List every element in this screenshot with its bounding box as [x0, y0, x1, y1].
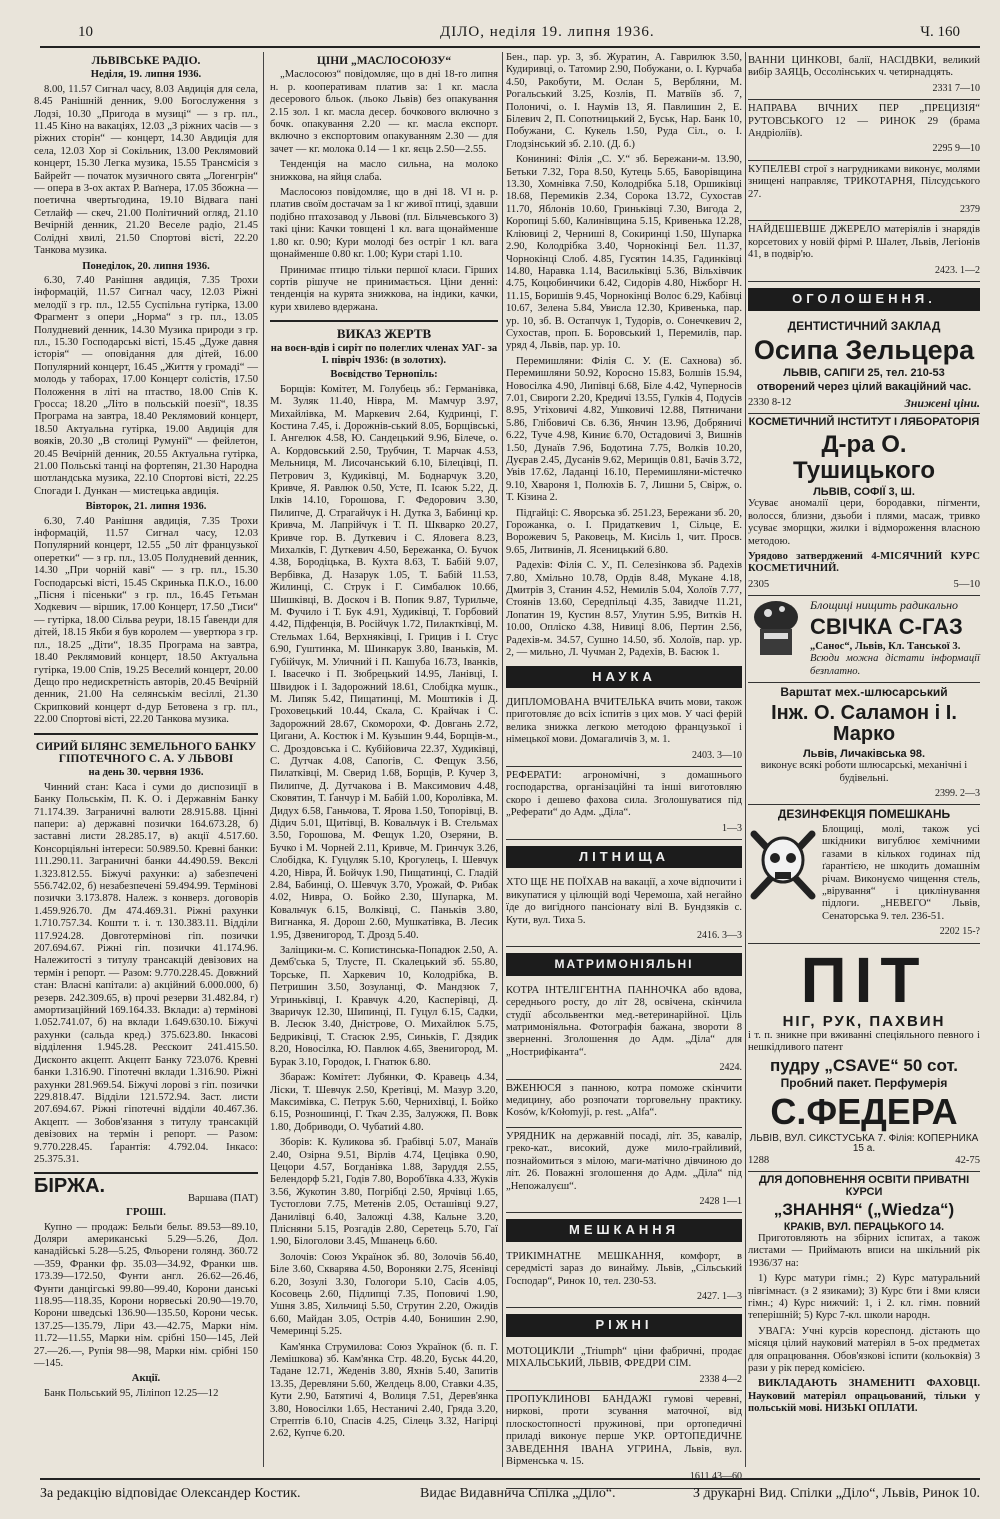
ad-text: Блощиці, молі, також усі шкідники вигублює хемічними газами в кількох годинах під ґарантією, не шкодить домашнім річам. Виконуємо чищення стель, „вірування“ і циклінування підлоги. „НЕВЕГО“ Львів, Сенаторська 9. тел. 236-51. — [822, 823, 980, 922]
svichka-ad — [748, 596, 980, 683]
ad-title: ПІТ — [800, 943, 928, 1016]
section-bar-misc: РІЖНІ — [506, 1314, 742, 1336]
ad-heading: КОСМЕТИЧНИЙ ІНСТИТУТ І ЛЯБОРАТОРІЯ — [748, 415, 980, 428]
ad-title: Д-ра О. Тушицького — [792, 431, 936, 484]
page-footer — [40, 1478, 980, 1501]
ad-code: 2305 — [748, 578, 770, 590]
shares-subheading: Акції. — [131, 1373, 161, 1385]
ad-code: 2403. 3—10 — [692, 749, 742, 761]
exchange-heading: БІРЖА. — [34, 1175, 106, 1198]
ad-title: СВІЧКА С-ГАЗ — [810, 613, 963, 639]
ad-address: Львів, Личаківська 98. — [802, 747, 926, 760]
classified-ad — [506, 767, 742, 840]
page-number: 10 — [78, 24, 93, 40]
victims-list: Заліщики-м. С. Копистинська-Попадюк 2.50, А. Демб'ська 5, Тлусте, П. Скалецький зб. 55.80, Торське, П. Харкевич 10, Колодрібка, В. Петришин 3.50, Зозуланці, Ф. Мандзюк 7, Угриньківці, І. Кравчук 4.20, Касперівці, Д. Зваричук 12.30, Шипинці, П. Гуцул 6.15, Садки, В. Лесюк 3.40, Дністрове, О. Михайлюк 5.75, Бедриківці, Т. Стасюк 2.95, Синьків, Г. Дзядик 8.20, Новосілка, Ю. Павлюк 4.65, Звенигород, М. Бурак 3.10, Городок, І. Гнатюк 6.80. — [270, 945, 498, 1068]
prices-text: Маслосоюз повідомляє, що в дні 18. VI н. р. платив своїм достачам за 1 кг живої птиці, здавши подібно птахозавод у Львові (пл. Більчевського 3) такі ціни: Качки товщені 1 кл. вага щонайменше 1.80 кг. 0.90; Кури молоді без остріг 1 кл. вага щонайменше 0.80 кг. 1.00; Кури старі 1.10. — [270, 187, 498, 261]
ad-text: Усуває аномалії цери, бородавки, пігменти, волосся, близни, дзьоби і плями, масаж, тривко усуває зморщки, жилки і відмороження власною методою. — [748, 498, 980, 547]
column-victims-classifieds — [506, 52, 742, 1483]
ad-code: 2331 7—10 — [932, 82, 980, 94]
ad-code: 2295 9—10 — [932, 143, 980, 155]
ad-code: 1288 — [748, 1154, 770, 1166]
dentist-ad — [748, 317, 980, 414]
exchange-subheading: ГРОШІ. — [126, 1207, 166, 1219]
column-rule — [502, 52, 503, 1467]
bank-heading: СИРИЙ БІЛЯНС ЗЕМЕЛЬНОГО БАНКУ ГІПОТЕЧНОГО С. А. У ЛЬВОВІ — [35, 740, 257, 765]
ad-heading: НІГ, РУК, ПАХВИН — [782, 1012, 946, 1030]
ad-code: 2330 8-12 — [748, 396, 792, 408]
masthead — [40, 22, 980, 48]
ad-text: виконує всякі роботи шлюсарські, механічні і будівельні. — [760, 760, 968, 784]
victims-list: Збараж: Комітет: Лубянки, Ф. Кравець 4.34, Ліски, Т. Шевчук 2.50, Кретівці, М. Мазур 3.20, Максимівка, С. Петрук 5.60, Чернихівці, І. Бойко 6.15, Розношинці, Г. Ткач 2.35, Залужжя, П. Вовк 1.80, Добриводи, О. Чубатий 4.80. — [270, 1072, 498, 1133]
classified-ad — [748, 100, 980, 161]
ad-heading: ДЕЗИНФЕКЦІЯ ПОМЕШКАНЬ — [777, 807, 951, 822]
ad-text: КОТРА ІНТЕЛІГЕНТНА ПАННОЧКА або вдова, середнього росту, до літ 28, освічена, скінчила студії абсольвентки мед.-ветеринарійної. Ціль матримоніяльна. Фотографія бажана, звороти 8 зверненні. Зголошення до Адм. „Діла“ для „Нострифіканта“. — [506, 984, 742, 1058]
column-advertisements — [748, 52, 980, 1467]
ad-heading: Варштат мех.-шлюсарський — [780, 684, 948, 699]
ad-text: 1) Курс матури гімн.; 2) Курс матуральний півгімнаст. (з 2 язиками); 3) Курс 6ти і 8ми кляси гімн.; 4) Курс нижчий: 1, і 2. кл. гімн. повний теперішній; 5) Курс 7-кл. школи народн. — [748, 1273, 980, 1322]
shares-text: Банк Польський 95, Ліліпоп 12.25—12 — [44, 1387, 219, 1399]
ad-text: і т. п. зникне при вживанні спеціяльного певного і нешкідливого патент — [748, 1029, 980, 1053]
victims-list: Бен., пар. ур. 3, зб. Журатин, А. Гаврилюк 3.50, Кудиривці, о. Татомир 2.90, Побужани, о. І. Курчаба 4.50, Ракобути, М. Ослан 5, Вербляни, М. Рогальський 3.25, Козлів, П. Матвіїв зб. 7, Полоничі, о. І. Наумів 13, Я. Павлишин 2, Е. Білевич 2, П. Сопотницький 2, Буськ, Нар. Банк 10, Побужани, С. Кукель 1.50, Руда Сіл., о. І. Глодзінський зб. 2.10. (Д. б.) — [506, 52, 742, 150]
cosmetic-ad — [748, 414, 980, 596]
ad-address: КРАКІВ, ВУЛ. ПЕРАЦЬКОГО 14. — [783, 1220, 945, 1233]
classified-ad — [748, 52, 980, 100]
bank-date: на день 30. червня 1936. — [88, 767, 204, 779]
ad-text: КУПЕЛЕВІ строї з нагрудниками виконує, молями знищені направляє, ТРИКОТАРНЯ, Пілсудського 27. — [748, 163, 980, 200]
ad-address: ЛЬВІВ, СОФІЇ 3, Ш. — [813, 485, 915, 498]
ad-text: МОТОЦИКЛИ „Triumph“ ціни фабричні, продає МІХАЛЬСЬКИЙ, ЛЬВІВ, ФРЕДРИ СІМ. — [506, 1345, 742, 1370]
ad-code: 2423. 1—2 — [935, 264, 980, 276]
ad-text: ДИПЛОМОВАНА ВЧИТЕЛЬКА вчить мови, також приготовляє до всіх іспитів з цих мов. У часі ферій велика знижка легкою методою французької і німецької мови. Домагаличів 3, м. 1. — [506, 696, 742, 746]
ad-text: Урядово затверджений 4-МІСЯЧНИЙ КУРС КОСМЕТИЧНИЙ. — [748, 551, 980, 575]
ad-text: РЕФЕРАТИ: агрономічні, з домашнього господарства, організаційні та інші виготовляю скоро і дешево фахова сила. Зголошуватися під „Реферати“ до Адм. „Діла“. — [506, 769, 742, 819]
footer-printer: З друкарні Вид. Спілки „Діло“, Львів, Ринок 10. — [692, 1486, 980, 1501]
ad-text: ВЖЕНЮСЯ з панною, котра поможе скінчити медицину, або розпочати торговельну практику. Kosów, k/Kołomyji, p. rest. „Alfa“. — [506, 1082, 742, 1119]
classified-ad — [506, 1343, 742, 1391]
classified-ad — [748, 161, 980, 222]
classified-ad — [506, 1248, 742, 1309]
ad-title: „ЗНАННЯ“ („Wiedza“) — [773, 1200, 955, 1220]
radio-program: 8.00, 11.57 Сигнал часу, 8.03 Авдиція для села, 8.45 Ранішній денник, 9.00 Богослуження з Лодзі, 10.30 „Пригода в музиці“ — з гр. пл., 11.45 Кіно на вакаціях, 12.03 „З ріжних часів — з ріжних сторін“ — концерт, 14.30 Авдиція для села, 12.03 Хор зі Сокільник, 13.00 Реклямовий концерт, 15.30 Легка музика, 15.55 Трансмісія з Байрейт — початок музичного свята „Логенгрін“ — опера в 3-ох актах Р. Ваґнера, 17.05 Збожна — поетична чвертьгодина, 19.10 Відвага пані Сетлайф — скеч, 21.00 Політичний огляд, 21.10 Вечірній денник, 21.20 Веселе радіо, 21.45 Солідні хвилі, 21.50 Спортові вісті, 22.20 Танкова музика. — [34, 83, 258, 257]
candle-illustration-icon — [748, 599, 804, 661]
classified-ad — [506, 1128, 742, 1213]
znannia-ad — [748, 1172, 980, 1423]
section-bar-matrimonial: МАТРИМОНІЯЛЬНІ — [506, 953, 742, 975]
ad-text: ХТО ЩЕ НЕ ПОЇХАВ на вакації, а хоче відпочити і викупатися у цілющій воді Черемоша, хай негайно їде до вигідного пансіонату вілі В. Бундзяків с. Кути, вул. Тиха 5. — [506, 877, 742, 926]
exchange-rates: Купно — продаж: Бельґи бельг. 89.53—89.10, Доляри американські 5.29—5.26, Дол. канадійські 5.28—5.25, Фльорени голянд. 360.72—359, Франки фр. 35.03—34.92, Франки шв. 173.39—172.50, Фунти англ. 26.62—26.46, Фунти данцігські 99.80—99.40, Корони данські 118.95—118.35, Корони норвеські 20.90—19.70, Корони шведські 136.90—135.50, Корони чеськ. 137.25—135.79, Ліри 43.—42.75, Марки нім. 11.72—11.55, Марки нім. срібні 150—145, Лей 27.—26.—, Рупія 98—98, Марки нім. срібні 150—145. — [34, 1221, 258, 1370]
ad-code: 42-75 — [955, 1154, 980, 1166]
column-rule — [745, 52, 746, 1467]
skull-crossbones-icon — [748, 824, 818, 902]
ad-text: НАЙДЕШЕВШЕ ДЖЕРЕЛО матеріялів і знарядів корсетових у новій фірмі Р. Шалет, Львів, Легіонів 41, в подвір'ю. — [748, 224, 980, 261]
ad-code: 2379 — [960, 204, 980, 216]
ad-text: ПРОПУКЛИНОВІ БАНДАЖІ гумові черевні, ниркові, проти зсування маточної, від плоскостопності пружинові, при ортопедичні приладі виконує перше УКР. ОРТОПЕДИЧНЕ ЗАВЕДЕННЯ ІВАНА УГРИНА, Львів, вул. Вірменська ч. 15. — [506, 1393, 742, 1467]
ad-address: ЛЬВІВ, ВУЛ. СИКСТУСЬКА 7. Філія: КОПЕРНИКА 15 а. — [749, 1132, 979, 1155]
prices-text: Принимає птицю тільки першої класи. Гірших сортів рішуче не принимається. Ціни денні: тенденція на курята знижкова, на індики, качки, кури хвилево вдержана. — [270, 264, 498, 313]
ad-code: 2427. 1—3 — [697, 1290, 742, 1302]
ad-title: Осипа Зельцера — [753, 335, 975, 366]
ad-code: 2202 15-? — [939, 926, 980, 938]
section-bar-housing: МЕШКАННЯ — [506, 1219, 742, 1241]
victims-list: Зборів: К. Куликова зб. Грабівці 5.07, Манаїв 2.40, Озірна 9.51, Вірлів 4.74, Цецівка 0.90, Цецори 4.57, Богданівка 1.88, Заруддя 2.55, Белендорф 5.21, Годів 7.80, Вороб'ївка 4.33, Жуків 3.56, Жукотин 3.80, Погрібці 2.50, Ярчівці 1.65, Тустоглови 7.75, Метенів 2.05, Осташівці 9.27, Данилівці 6.40, Заложці 4.38, Кальне 3.20, Плісняни 5.15, Розгадів 2.80, Серетець 5.70, Гаї 1.90, Білоголови 3.45, Мшанець 6.60. — [270, 1137, 498, 1248]
victims-region: Воєвідство Тернопіль: — [330, 369, 438, 381]
prices-text: Тенденція на масло сильна, на молоко знижкова, на яйця слаба. — [270, 159, 498, 183]
ad-code: 2424. — [719, 1062, 742, 1074]
victims-subheading: на воєн-вдів і сиріт по полеглих членах УАГ- за І. півріч 1936: (в золотих). — [270, 342, 498, 366]
ad-text: Всюди можна дістати інформації безплатно. — [810, 653, 980, 677]
divider — [34, 1172, 258, 1174]
ad-text: отворений через цілий вакаційний час. — [756, 380, 972, 393]
ad-address: „Санос“, Львів, Кл. Танської 3. — [810, 640, 961, 652]
radio-day-heading: Вівторок, 21. липня 1936. — [85, 501, 207, 513]
classified-ad — [748, 221, 980, 282]
footer-publisher: Видає Видавнича Спілка „Діло“. — [420, 1486, 616, 1501]
section-bar-summer: ЛІТНИЩА — [506, 846, 742, 868]
ad-code: 2338 4—2 — [699, 1373, 742, 1385]
ad-code: 2428 1—1 — [699, 1195, 742, 1207]
classified-ad — [506, 1391, 742, 1489]
radio-program: 6.30, 7.40 Ранішня авдиція, 7.35 Трохи інформацій, 11.57 Сигнал часу, 12.03 Ріжні мелодії з гр. пл., 12.55 Суспільна гутірка, 13.00 Фрагмент з опери „Норма“ з гр. пл., 13.05 Полудневий денник, 14.30 Музика природи з гр. пл., 15.30 Господарські вісті, 15.45 „Дуже давня історія“ — оповідання для дітей, 16.00 Популярний концерт, 16.45 „Життя у громаді“ — молодь у таборах, 17.00 Концерт солістів, 17.50 Положення в літі на птаство, 18.00 Спів К. Гросса; 18.20 „Літо в польській поезії“, 18.35 Програма на завтра, 18.40 Реклямовий концерт, 18.50 Актуальна гутірка, 19.00 Авдиція для вояків, 20.30 „В столиці Румунії“ — фейлетон, 20.45 Вечірній денник, 20.55 Актуальна гутірка, 21.00 Польські танці на фортепян, 21.30 Народна шотландська музика, 22.10 Спортові вісті, 22.25 Спогади І. Дункан — мистецька авдиція. — [34, 274, 258, 497]
column-radio-bank-exchange — [34, 52, 258, 1467]
classified-ad — [506, 1080, 742, 1128]
ad-text: НАПРАВА ВІЧНИХ ПЕР „ПРЕЦИЗІЯ“ РУТОВСЬКОГО 12 — РИНОК 29 (брама Андріоліїв). — [748, 103, 980, 140]
bank-balance-text: Чинний стан: Каса і суми до диспозиції в Банку Польськім, П. К. О. і Державнім Банку 71.174.39. Заграничні валюти 28.915.88. Цінні папери: а) державні позички 164.673.28, б) заставні листи 28.285.17, в) акції 4.517.60. Консорціяльні інтереси: 50.989.50. Кревні банки: 111.290.11. Заграничні банки 44.490.59. Векслі 1.323.812.55. Біжучі рахунки: а) забезпечені 556.742.02, б) незабезпечені 59.494.99. Терміновi позички 3.173.878. Належ. з конверз. договорів 1.459.926.70. Дм 474.469.31. Ріжні рахунки 1.710.757.34. Кошти т. і. т. 130.383.11. Відділи 117.924.28. Довготермінові гіп. позички 207.694.67. Ріжні гіп. позички 41.174.96. Належитості з титулу трансакцій девізових на термін і репорт. — Разом: 9.770.228.45. Довжний стан: Власні капітали: а) акційний 6.000.000, б) резерв. 242.309.65, в) прочі резерви 31.482.84, г) амортизаційний 169.164.33. Вклади: а) термінові 1.052.741.07, б) на вклади 1.649.630.10. Біжучі рахунки (сальда кред.) 375.623.80. Інкасові відділення 1.945.28. Реєскоит 241.415.50. Дисконто акцепт. Акцепт Банку 723.076. Кревні банки 1.316.90. Гіпотечні вклади 1.316.90. Ріжні рахунки 281.969.54. Біжучі лорові з гіп. позички 229.818.47. Відділи 121.572.94. Заст. листи 207.694.67. Ріжні гіпотечні відділи 40.467.36. Акцепт. — Зобов'язання з титулу трансакцій девізових на термін і репорт. — Разом: 9.770.228.45. Ґарантія: 4.792.04. Інкасо: 25.375.31. — [34, 781, 258, 1165]
classified-ad — [506, 982, 742, 1080]
victims-heading: ВИКАЗ ЖЕРТВ — [336, 326, 432, 342]
victims-list: Кам'янка Струмилова: Союз Українок (б. п. Г. Лемішкова) зб. Кам'янка Стр. 48.20, Буськ 44.20, Тадане 12.71, Жеденів 3.80, Яхнів 5.40, Запитів 13.35, Деревляни 5.60, Желдець 8.00, Ставки 4.35, Кути 2.90, Батятичі 4, Волиця 7.51, Дерев'янка 3.80, Новосілки 1.65, Нестаничі 2.40, Гряда 3.20, Стрептів 6.10, Спасів 4.25, Сілець 3.32, Нагірці 2.62, Купче 6.20. — [270, 1341, 498, 1440]
prices-heading: ЦІНИ „МАСЛОСОЮЗУ“ — [316, 55, 452, 67]
column-prices-victims — [270, 52, 498, 1467]
ad-code: 2416. 3—3 — [697, 930, 742, 941]
ad-text: Приготовляють на збірних іспитах, а також листами — Приймають вписи на шкільний рік 1936/37 на: — [748, 1233, 980, 1269]
ad-text: УВАГА: Учні курсів кореспонд. дістають що місяця цілий науковий матеріял в 5-ох предметах для опрацювання. Обов'язкові іспити (кольоквія) 3 рази у рік перед комісією. — [748, 1325, 980, 1375]
classified-ad — [506, 874, 742, 947]
ad-text: ВАННИ ЦИНКОВІ, балії, НАСІДВКИ, великий вибір ЗАЯЦЬ, Оссолінських ч. четирнадцять. — [748, 55, 980, 79]
ad-heading: ДЛЯ ДОПОВНЕННЯ ОСВІТИ ПРИВАТНІ КУРСИ — [758, 1173, 970, 1198]
victims-list: Підгайці: С. Яворська зб. 251.23, Бережани зб. 20, Горожанка, о. І. Придаткевич 1, Сільце, Е. Ворожевич 5, Раковець, М. Кисіль 1, чит. Просв. 9.65, Литвинів, Л. Ясеницький 6.80. — [506, 507, 742, 556]
radio-day-heading: Неділя, 19. липня 1936. — [90, 69, 202, 81]
victims-list: Радехів: Філія С. У., П. Селезінкова зб. Радехів 7.80, Хмільно 10.78, Ордів 8.48, Мукане 4.18, Дмитрів 3, Станин 4.52, Немилів 5.04, Холоїв 7.77, Стоянів 13.60, Середпільці 4.35, Завидче 11.21, Лопатин 19, Кустин 8.57, Улутин 5.95, Витків Н. 10.00, Опліско 4.38, Нивиці 8.06, Пертин 2.56, Радехів-м. 34.57, Сушно 14.50, зб. Холоїв, пар. ур. 2, — мильно, Л. Чучман 2, Радехів, В. Басюк 1. — [506, 560, 742, 659]
ad-title: Інж. О. Саламон і І. Марко — [771, 701, 957, 745]
divider — [270, 320, 498, 322]
ad-heading: Блощиці нищить радикально — [810, 598, 959, 613]
radio-day-heading: Понеділок, 20. липня 1936. — [82, 260, 210, 272]
ad-shop-name: С.ФЕДЕРА — [770, 1090, 958, 1132]
ad-code: 2399. 2—3 — [935, 787, 980, 799]
ad-address: ЛЬВІВ, САПІГИ 25, тел. 210-53 — [783, 367, 945, 380]
ad-code: 5—10 — [953, 578, 980, 590]
ad-code: 1611 43—60 — [689, 1471, 742, 1483]
salamon-ad — [748, 683, 980, 805]
disinfection-ad — [748, 805, 980, 943]
divider — [34, 733, 258, 735]
ad-text: Пробний пакет. Перфумерія — [780, 1076, 948, 1091]
ad-heading: ДЕНТИСТИЧНИЙ ЗАКЛАД — [787, 318, 941, 333]
pit-ad — [748, 944, 980, 1172]
victims-list: Золочів: Союз Українок зб. 80, Золочів 56.40, Біле 3.60, Скварява 4.50, Вороняки 2.75, Ясенівці 6.20, Зозулі 3.30, Гологори 5.10, Сасів 4.05, Косовець 2.60, Підлипці 7.35, Поповичі 1.90, Ушня 3.85, Хильчиці 5.50, Струтин 2.20, Ожидів 6.60, Майдан 3.05, Острів 4.40, Бонишин 2.90, Чемеринці 5.25. — [270, 1251, 498, 1338]
ad-prices: Знижені ціни. — [904, 395, 980, 410]
exchange-place: Варшава (ПАТ) — [187, 1192, 258, 1204]
footer-editor: За редакцію відповідає Олександер Костик. — [40, 1486, 301, 1501]
victims-list: Конинині: Філія „С. У.“ зб. Бережани-м. 13.90, Бетьки 7.32, Гора 8.50, Кутець 5.65, Баворівщина 13.30, Хомнівка 7.50, Колодрібка 5.18, Оршиківці 18.68, Перемиків 2.34, Сорока 13.72, Сухостав 11.70, Яблонів 10.60, Гриньківці 7.30, Вигода 2, Коропиці 5.60, Калинівщина 5.15, Кривенька 12.28, Кліювиці 2, Черниші 8, Сокиринці 1.50, Шупарка 2.90, Колодрібка 3.40, Чорнокінці Бел. 11.37, Чорнокінці Слоб. 4.85, Гусятин 14.35, Гадинківці 14.80, Наравка 1.14, Васильківці 5.36, Вільхівчик 4.75, Коцюбинчики 6.42, Сидорів 4.80, Ніжборг Н. 11.15, Боришів 9.45, Чорнокінці Волос 6.29, Кабівці 10.67, Зелена 5.84, Увисла 12.30, Кривенька, пар. ур. 10, зб. В. Остапчук 1, Тудорів, о. Сонечкевич 2, Сухостав, проп. Б. Боровський 1, Перемилів, пар. уряд 4, Львів, пар. ур. 10. — [506, 154, 742, 352]
victims-list: Перемишляни: Філія С. У. (Е. Сахнова) зб. Перемишляни 50.92, Коросно 15.83, Болшів 15.94, Новосілка 4.90, Липівці 6.68, Біле 4.42, Чуперносів 7.01, Свироги 2.20, Кредичі 13.55, Гулків 4, Подусів 8.95, Утіховичі 4.82, Ушковичі 12.88, Пятничани 5.86, Глібовичі Св. 6.36, Янчин 13.96, Добряничі 6.22, Туче 4.98, Киниє 6.70, Остадовичі 3, Вишнів 1.50, Дунаїв 7.96, Бодотина 7.75, Волків 10.20, Дуєрав 2.45, Дусанів 9.62, Мерищів 0.81, Бачів 3.72, Увів 17.62, Ладанці 16.10, Перемишляни-містечко 9.10, Хвароня 1, Полюхів Б. 7, Лишни 5, Свірж, о. Т. Кізина 2. — [506, 355, 742, 504]
radio-program: 6.30, 7.40 Ранішня авдиція, 7.35 Трохи інформацій, 11.57 Сигнал часу, 12.03 Популярний концерт, 12.55 „50 літ французької оперетки“ — з гр. пл., 13.05 Полудневий денник, 14.30 „При чорній каві“ — з гр. пл., 15.30 Господарські вісті, 15.45 Скринька П.К.О., 16.00 „Пісня і пісеньки“ з гр. пл., 16.45 Гетьман Ходкевич — віршик, 17.00 Концерт, 17.50 „Тиси“ — гутірка, 18.00 Сільва реури, 18.15 Ґавенди для дітей, 18.15 Якби я був королем — увертюра з гр. пл., 18.25 „Діти“, 18.35 Програма на завтра, 18.40 Реклямовий концерт, 18.50 Актуальна гутірка, 19.00 Спів, 19.25 Веселий концерт, 20.00 Дещо про недискретність авторів, 20.45 Вечірній денник, 21.00 На селянськім весіллі, 21.30 Скрипковий концерт d-дур Бетовена з гр. пл., 22.00 Спортові вісті, 22.20 Танкова музика. — [34, 515, 258, 726]
section-bar-science: НАУКА — [506, 666, 742, 688]
newspaper-title: ДІЛО, неділя 19. липня 1936. — [440, 24, 655, 40]
ad-text: УРЯДНИК на державній посаді, літ. 35, кавалір, греко-кат., високий, дуже мило-грайливий, познайомиться з мілою, маги-матічно дівчиною до літ. 26. Поважні зголошення до Адм. „Діла“ під „Непожалуєш“. — [506, 1130, 742, 1192]
radio-heading: ЛЬВІВСЬКЕ РАДІО. — [91, 55, 201, 67]
victims-list: Борщів: Комітет, М. Голубець зб.: Германівка, М. Зуляк 11.40, Нівра, М. Мамчур 3.97, Михайлівка, М. Маркевич 2.64, Кудринці, Г. Костина 7.45, і. Дорожнів-ський 8.05, Борщівські, І. Ангелюк 4.58, Ю. Сандецький 9.96, Білече, о. А. Кордовський 2.50, Трубчин, Т. Марчак 4.53, Мельниця, М. Лисочанський 6.10, Білецівці, П. Петрович 3, Кудиківці, М. Боднарчук 3.20, Кривче, Я. Равлюк 0.50, Усте, П. Ісаюк 5.22, Д. Ілків 14.10, Горошова, Г. Федорович 3.30, Пилипче, Д. Страгайчук і Н. Дутка 3, Бабинці кр. Кривча, М. Лапрійчук і Т. П. Шкварко 20.27, Кривче гор. В. Дуткевич і С. Яловега 8.23, Михалків, Г. Дуткевич 4.50, Бережанка, О. Бучок 4.38, Бородіцька, В. Кухта 8.63, Т. Бабій 9.07, Вербівка, Д. Назарук 1.05, Т. Бабій 11.53, Жилинці, С. Струк і Г. Симбалюк 10.66, Шишківці, В. Доскоч і В. Попик 9.87, Турильче, М. Фучило і Т. Бук 4.91, Худиківці, Т. Горбовий 4.42, Підфенція, В. Російчук 1.72, Пилактківці, М. Стельмах 1.64, Верхняківці, І. Грицив і І. Стус 6.90, Гуштинка, М. Шинкарук 3.80, Іваньків, М. Губійчук, М. Уличний і П. Кашуба 16.73, Іванків, І. Івасечко і П. Зюбрецький 14.95, Ланівці, І. Швидюк і І. Задорожний 18.61, Слобідка мушк., М. Липяк 5.42, Пищатинці, М. Моштиків і Д. Гроховецький 10.44, Скала, С. Крайчак і С. Задорожний 28.67, Скоморохи, Ф. Довгань 2.72, Цигани, А. Костюк і М. Кузьшин 9.44, Борщів-м., С. Дроздовська і С. Кубійовича 22.37, Худиківці, С. Дутчак 4.08, Сапогів, С. Фещук 3.56, Пилатківці, М. Сверид 1.68, Борщів, Р. Кучер 3, Пилипче, Д. Дутчакова і В. Максимович 4.48, Сковятин, Т. Ґанчур і М. Бабій 1.00, Королівка, М. Дидух 6.58, Ганьчова, Т. Ярова 1.50, Топорівці, В. Дідич 5.01, Щитівці, В. Ковальчук і В. Стельмах 3.50, Горошова, М. Фещук 1.20, Озеряни, В. Бучко і М. Чорней 2.11, Кривче, М. Гринчук 3.26, Слобідка, К. Гуцуляк 5.10, Крогулець, І. Шевчук 4.20, Нівра, Й. Бойчук 1.90, Пищатинці, С. Гладій 2.84, Бабинці, О. Шевчук 3.70, Урожай, Ф. Рибак 4.02, Ниврa, О. Бойко 2.30, Шупарка, М. Ковальчук 6.15, Волківці, С. Паньків 3.80, Вигнанка, Я. Дорош 2.60, Мушкатівка, В. Лесик 1.95, Дзвенигород, Т. Дрозд 5.40. — [270, 383, 498, 941]
column-rule — [263, 52, 264, 1467]
section-bar-announcements: ОГОЛОШЕННЯ. — [748, 288, 980, 310]
ad-code: 1—3 — [722, 822, 742, 834]
prices-text: „Маслосоюз“ повідомляє, що в дні 18-го липня н. р. кооперативам платив за: 1 кг. масла десерового бльок. (льоко Львів) без опакування 2.15 зол. 1 кг. масла десер. бочкового включно з бочк. опакування 2.20 — кг. масла експорт. включно з експортовим опакуванням 2.30 — для зачет — кг. молока 0.14 — 1 кг. яєць 2.50—2.55. — [270, 69, 498, 155]
issue-number: Ч. 160 — [920, 24, 960, 40]
ad-product: пудру „CSAVE“ 50 сот. — [769, 1056, 959, 1076]
classified-ad — [506, 694, 742, 767]
ad-text: ТРИКІМНАТНЕ МЕШКАННЯ, комфорт, в середмісті зараз до винайму. Львів, „Сільський Господар“, Ринок 10, тел. 230-53. — [506, 1250, 742, 1287]
ad-text: ВИКЛАДАЮТЬ ЗНАМЕНИТІ ФАХОВЦІ. Науковий матеріял опрацьований, тільки у польській мові. НИЗЬКІ ОПЛАТИ. — [748, 1378, 980, 1415]
